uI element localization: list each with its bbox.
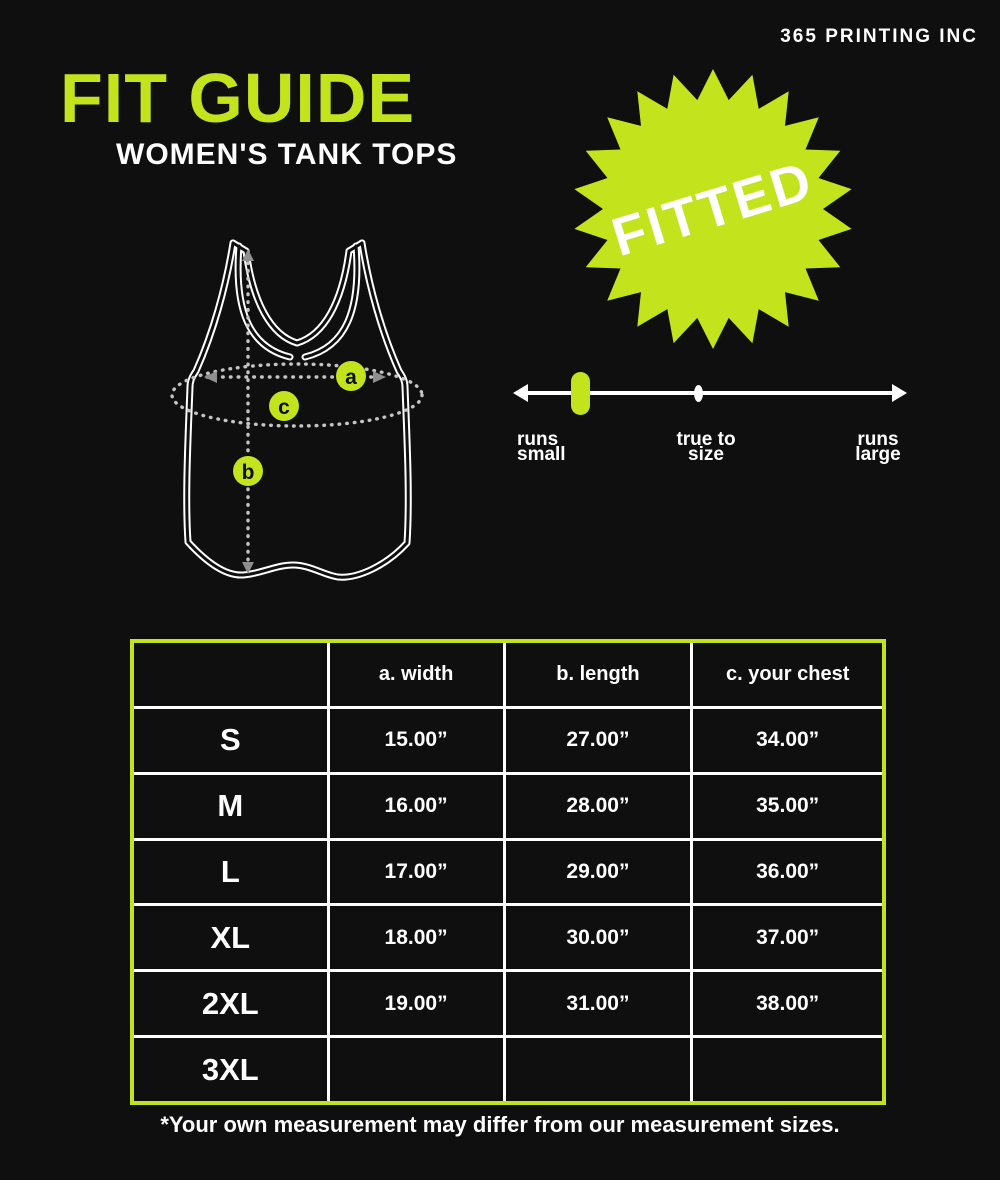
size-cell: 3XL (134, 1038, 327, 1101)
value-cell: 16.00” (330, 775, 503, 838)
tank-top-diagram (135, 225, 465, 605)
header-cell-width: a. width (330, 643, 503, 706)
page-title: FIT GUIDE (60, 59, 416, 137)
fit-indicator-marker (571, 372, 590, 415)
size-cell: M (134, 775, 327, 838)
scale-midpoint-dot (694, 385, 703, 402)
svg-text:c: c (278, 396, 290, 419)
svg-text:b: b (241, 461, 255, 484)
value-cell: 34.00” (693, 709, 882, 772)
size-cell: S (134, 709, 327, 772)
value-cell: 27.00” (506, 709, 691, 772)
arrowhead-left (204, 371, 217, 383)
size-cell: 2XL (134, 972, 327, 1035)
value-cell: 29.00” (506, 841, 691, 904)
value-cell: 19.00” (330, 972, 503, 1035)
svg-text:a: a (345, 366, 357, 389)
chest-ellipse-dotted (172, 364, 422, 426)
value-cell: 30.00” (506, 906, 691, 969)
scale-arrow-right-icon (892, 384, 907, 402)
arrowhead-right (373, 371, 386, 383)
header-cell-length: b. length (506, 643, 691, 706)
value-cell: 18.00” (330, 906, 503, 969)
size-table (130, 639, 886, 1105)
header-cell-chest: c. your chest (693, 643, 882, 706)
value-cell: 36.00” (693, 841, 882, 904)
value-cell: 38.00” (693, 972, 882, 1035)
size-cell: XL (134, 906, 327, 969)
marker-c (269, 391, 299, 421)
value-cell: 28.00” (506, 775, 691, 838)
marker-a (336, 361, 366, 391)
value-cell (506, 1038, 691, 1101)
header-cell (134, 643, 327, 706)
scale-label-runs-large: runs large (855, 429, 901, 465)
value-cell: 31.00” (506, 972, 691, 1035)
value-cell: 17.00” (330, 841, 503, 904)
value-cell (330, 1038, 503, 1101)
marker-b (233, 456, 263, 486)
value-cell: 15.00” (330, 709, 503, 772)
brand-name: 365 PRINTING INC (780, 26, 978, 47)
scale-arrow-left-icon (513, 384, 528, 402)
page-subtitle: WOMEN'S TANK TOPS (116, 138, 458, 171)
badge-label: FITTED (605, 150, 821, 268)
scale-label-true-to-size: true to size (676, 429, 736, 465)
value-cell: 35.00” (693, 775, 882, 838)
measurement-disclaimer: *Your own measurement may differ from our measurement sizes. (160, 1112, 840, 1137)
scale-label-runs-small: runs small (517, 429, 566, 465)
value-cell (693, 1038, 882, 1101)
value-cell: 37.00” (693, 906, 882, 969)
size-cell: L (134, 841, 327, 904)
